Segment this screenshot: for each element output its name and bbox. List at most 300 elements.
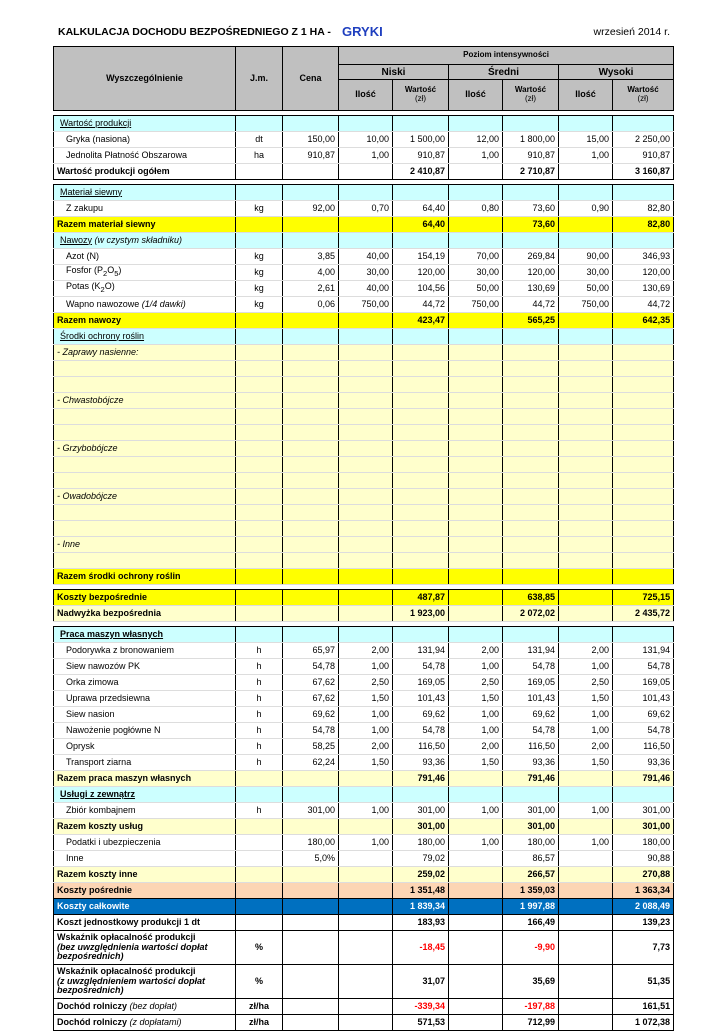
row-label (54, 345, 236, 361)
qty-low-cell (339, 313, 393, 329)
qty-mid-cell (449, 473, 503, 489)
row-label (54, 377, 236, 393)
row-label-part: Razem praca maszyn własnych (57, 772, 192, 783)
value-low-cell (393, 643, 449, 659)
row-label (54, 521, 236, 537)
value-mid-cell (503, 707, 559, 723)
value-mid-cell (503, 313, 559, 329)
row-label-part: Razem koszty usług (57, 820, 144, 831)
col-header-qty-high: Ilość (559, 80, 613, 111)
value-high-cell-text: 1 363,34 (635, 884, 671, 895)
qty-low-cell (339, 537, 393, 553)
unit-cell-text: kg (254, 298, 264, 309)
price-cell (283, 553, 339, 569)
unit-cell (236, 473, 283, 489)
unit-cell (236, 148, 283, 164)
value-low-cell (393, 425, 449, 441)
price-cell (283, 999, 339, 1015)
value-low-cell-text: -339,34 (414, 1000, 445, 1011)
row-label (54, 787, 236, 803)
value-high-cell (613, 185, 674, 201)
col-header-low: Niski (339, 65, 449, 80)
price-cell (283, 409, 339, 425)
table-row (54, 393, 674, 409)
value-mid-cell (503, 233, 559, 249)
value-mid-cell (503, 569, 559, 585)
col-header-qty-mid: Ilość (449, 80, 503, 111)
qty-mid-cell-text: 1,00 (481, 836, 499, 847)
col-header-high: Wysoki (559, 65, 674, 80)
unit-cell (236, 965, 283, 999)
row-label (54, 217, 236, 233)
value-low-cell (393, 590, 449, 606)
row-label (54, 999, 236, 1015)
qty-low-cell (339, 393, 393, 409)
unit-cell (236, 787, 283, 803)
qty-mid-cell (449, 803, 503, 819)
qty-high-cell (559, 553, 613, 569)
qty-mid-cell (449, 377, 503, 393)
value-mid-cell (503, 819, 559, 835)
row-label-part: Wskaźnik opłacalność produkcji (57, 965, 196, 976)
row-label (54, 132, 236, 148)
qty-low-cell (339, 723, 393, 739)
qty-high-cell (559, 835, 613, 851)
value-mid-cell-text: 1 800,00 (519, 133, 555, 144)
price-cell-text: 180,00 (307, 836, 335, 847)
value-low-cell (393, 457, 449, 473)
value-high-cell (613, 409, 674, 425)
qty-mid-cell (449, 489, 503, 505)
value-high-cell (613, 643, 674, 659)
value-mid-cell-text: 2 710,87 (519, 165, 555, 176)
value-high-cell (613, 569, 674, 585)
qty-high-cell (559, 148, 613, 164)
value-high-cell-text: 120,00 (642, 266, 671, 277)
qty-low-cell (339, 329, 393, 345)
qty-high-cell (559, 819, 613, 835)
value-mid-cell-text: 86,57 (532, 852, 555, 863)
qty-high-cell (559, 409, 613, 425)
price-cell (283, 819, 339, 835)
table-row (54, 787, 674, 803)
unit-cell (236, 659, 283, 675)
qty-low-cell-text: 1,00 (371, 836, 389, 847)
qty-low-cell (339, 851, 393, 867)
value-high-cell (613, 164, 674, 180)
qty-low-cell (339, 659, 393, 675)
row-label (54, 569, 236, 585)
qty-high-cell (559, 787, 613, 803)
row-label-part: Podatki i ubezpieczenia (66, 836, 161, 847)
value-high-cell (613, 297, 674, 313)
value-low-cell (393, 691, 449, 707)
qty-mid-cell (449, 329, 503, 345)
price-cell (283, 233, 339, 249)
value-low-cell (393, 377, 449, 393)
price-cell (283, 659, 339, 675)
qty-high-cell-text: 1,00 (591, 724, 609, 735)
qty-high-cell (559, 489, 613, 505)
qty-low-cell (339, 787, 393, 803)
row-label (54, 329, 236, 345)
value-mid-cell-text: 266,57 (527, 868, 555, 879)
unit-cell-text: h (256, 804, 262, 815)
qty-mid-cell (449, 425, 503, 441)
value-high-cell (613, 148, 674, 164)
qty-low-cell (339, 233, 393, 249)
qty-high-cell (559, 116, 613, 132)
row-label (54, 819, 236, 835)
table-row (54, 659, 674, 675)
value-high-cell (613, 116, 674, 132)
qty-high-cell (559, 899, 613, 915)
qty-low-cell (339, 691, 393, 707)
value-high-cell-text: 301,00 (642, 820, 671, 831)
table-row (54, 345, 674, 361)
qty-mid-cell (449, 787, 503, 803)
value-mid-cell (503, 659, 559, 675)
value-mid-cell (503, 201, 559, 217)
qty-low-cell (339, 297, 393, 313)
value-low-cell (393, 345, 449, 361)
value-high-cell (613, 851, 674, 867)
value-mid-cell (503, 965, 559, 999)
value-low-cell (393, 505, 449, 521)
row-label (54, 643, 236, 659)
col-header-price: Cena (283, 47, 339, 111)
qty-mid-cell-text: 1,00 (481, 724, 499, 735)
row-label (54, 409, 236, 425)
qty-high-cell-text: 1,50 (591, 692, 609, 703)
unit-cell-text: zł/ha (248, 1000, 269, 1011)
value-mid-cell (503, 787, 559, 803)
value-mid-cell (503, 867, 559, 883)
value-mid-cell-text: 101,43 (527, 692, 555, 703)
table-row (54, 505, 674, 521)
qty-low-cell (339, 473, 393, 489)
qty-high-cell (559, 521, 613, 537)
unit-cell (236, 441, 283, 457)
qty-low-cell (339, 201, 393, 217)
qty-low-cell (339, 164, 393, 180)
qty-high-cell (559, 867, 613, 883)
row-label-part: (bez uwzględnienia wartości dopłat bezpośrednich) (57, 941, 208, 962)
value-high-cell (613, 537, 674, 553)
value-low-cell (393, 883, 449, 899)
value-mid-cell (503, 217, 559, 233)
qty-mid-cell (449, 393, 503, 409)
qty-low-cell (339, 867, 393, 883)
value-low-cell (393, 965, 449, 999)
price-cell (283, 867, 339, 883)
qty-low-cell-text: 1,00 (371, 804, 389, 815)
value-low-cell (393, 606, 449, 622)
table-row (54, 739, 674, 755)
price-cell-text: 58,25 (312, 740, 335, 751)
value-mid-cell-text: 44,72 (532, 298, 555, 309)
qty-high-cell (559, 537, 613, 553)
price-cell (283, 771, 339, 787)
qty-low-cell (339, 489, 393, 505)
value-high-cell-text: 51,35 (647, 975, 671, 986)
value-low-cell-text: 1 923,00 (409, 607, 445, 618)
value-low-cell (393, 393, 449, 409)
unit-cell-text: h (256, 724, 262, 735)
row-label (54, 457, 236, 473)
row-label-part: Koszty pośrednie (57, 884, 133, 895)
unit-cell (236, 164, 283, 180)
price-cell (283, 739, 339, 755)
price-cell (283, 345, 339, 361)
qty-high-cell (559, 627, 613, 643)
value-low-cell (393, 787, 449, 803)
row-label-part: Fosfor (P (66, 265, 104, 276)
qty-high-cell (559, 361, 613, 377)
price-cell (283, 377, 339, 393)
qty-low-cell-text: 1,00 (371, 724, 389, 735)
row-label-part: ) (118, 265, 122, 276)
price-cell (283, 217, 339, 233)
qty-mid-cell (449, 313, 503, 329)
table-row (54, 803, 674, 819)
qty-low-cell-text: 30,00 (366, 266, 389, 277)
row-label-part: Razem środki ochrony roślin (57, 570, 181, 581)
qty-mid-cell (449, 345, 503, 361)
value-high-cell-text: 131,94 (642, 644, 671, 655)
value-mid-cell-text: 712,99 (527, 1016, 555, 1027)
qty-low-cell (339, 148, 393, 164)
value-high-cell (613, 606, 674, 622)
qty-high-cell (559, 931, 613, 965)
value-high-cell-text: 54,78 (647, 724, 671, 735)
qty-low-cell (339, 819, 393, 835)
value-mid-cell (503, 361, 559, 377)
value-mid-cell (503, 148, 559, 164)
qty-mid-cell-text: 1,50 (481, 756, 499, 767)
price-cell (283, 489, 339, 505)
unit-cell (236, 185, 283, 201)
qty-mid-cell (449, 1015, 503, 1031)
row-label (54, 915, 236, 931)
qty-mid-cell-text: 30,00 (476, 266, 499, 277)
value-high-cell (613, 329, 674, 345)
row-label (54, 489, 236, 505)
value-high-cell-text: 2 250,00 (635, 133, 671, 144)
row-label-part: Koszt jednostkowy produkcji 1 dt (57, 916, 201, 927)
value-high-cell-text: 2 435,72 (635, 607, 671, 618)
qty-mid-cell (449, 281, 503, 297)
value-low-cell-text: 79,02 (422, 852, 445, 863)
price-cell (283, 691, 339, 707)
value-low-cell (393, 164, 449, 180)
value-high-cell (613, 521, 674, 537)
value-mid-cell (503, 505, 559, 521)
qty-high-cell (559, 281, 613, 297)
qty-low-cell (339, 249, 393, 265)
value-high-cell (613, 553, 674, 569)
unit-cell (236, 606, 283, 622)
qty-high-cell (559, 132, 613, 148)
unit-cell (236, 915, 283, 931)
value-mid-cell (503, 265, 559, 281)
table-row (54, 132, 674, 148)
qty-mid-cell (449, 441, 503, 457)
price-cell (283, 627, 339, 643)
value-low-cell (393, 489, 449, 505)
value-high-cell (613, 999, 674, 1015)
value-high-cell (613, 755, 674, 771)
price-cell (283, 249, 339, 265)
row-label-part: Azot (N) (66, 250, 100, 261)
unit-cell (236, 755, 283, 771)
table-row (54, 361, 674, 377)
qty-low-cell-text: 2,00 (371, 644, 389, 655)
value-mid-cell-text: 54,78 (532, 724, 555, 735)
unit-cell-text: h (256, 644, 262, 655)
value-low-cell-text: 169,05 (417, 676, 445, 687)
row-label-part: Zbiór kombajnem (66, 804, 136, 815)
table-row (54, 851, 674, 867)
unit-cell (236, 675, 283, 691)
price-cell-text: 67,62 (312, 676, 335, 687)
qty-mid-cell-text: 1,00 (481, 708, 499, 719)
qty-mid-cell (449, 965, 503, 999)
value-low-cell (393, 835, 449, 851)
unit-cell (236, 521, 283, 537)
qty-low-cell (339, 590, 393, 606)
row-label-part: Koszty bezpośrednie (57, 591, 148, 602)
unit-cell (236, 329, 283, 345)
value-high-cell (613, 281, 674, 297)
unit-cell (236, 707, 283, 723)
price-cell (283, 569, 339, 585)
row-label (54, 185, 236, 201)
qty-high-cell (559, 265, 613, 281)
value-mid-cell-text: 69,62 (532, 708, 555, 719)
value-high-cell (613, 915, 674, 931)
unit-cell (236, 883, 283, 899)
row-label-part: Nawozy (60, 234, 93, 245)
qty-low-cell (339, 915, 393, 931)
crop-name: GRYKI (342, 24, 383, 39)
row-label-part: O) (104, 281, 115, 292)
table-row (54, 883, 674, 899)
value-high-cell-text: 642,35 (642, 314, 671, 325)
qty-mid-cell (449, 931, 503, 965)
value-mid-cell (503, 739, 559, 755)
value-low-cell (393, 569, 449, 585)
unit-cell (236, 217, 283, 233)
price-cell (283, 606, 339, 622)
value-mid-cell (503, 851, 559, 867)
value-low-cell (393, 281, 449, 297)
qty-low-cell-text: 40,00 (366, 282, 389, 293)
value-high-cell-text: 3 160,87 (635, 165, 671, 176)
value-high-cell-text: 7,73 (652, 941, 671, 952)
value-high-cell-text: 82,80 (647, 218, 671, 229)
qty-high-cell-text: 1,00 (591, 836, 609, 847)
table-row (54, 425, 674, 441)
qty-mid-cell (449, 233, 503, 249)
qty-high-cell (559, 217, 613, 233)
unit-cell (236, 201, 283, 217)
value-mid-cell (503, 489, 559, 505)
unit-cell (236, 867, 283, 883)
qty-low-cell-text: 750,00 (361, 298, 389, 309)
qty-low-cell (339, 739, 393, 755)
qty-mid-cell (449, 553, 503, 569)
value-high-cell (613, 393, 674, 409)
row-label-part: Razem koszty inne (57, 868, 138, 879)
value-high-cell (613, 590, 674, 606)
unit-cell (236, 803, 283, 819)
qty-mid-cell (449, 755, 503, 771)
qty-high-cell-text: 2,00 (591, 644, 609, 655)
price-cell (283, 393, 339, 409)
value-low-cell-text: 259,02 (417, 868, 445, 879)
row-label-part: (w czystym składniku) (94, 234, 183, 245)
row-label (54, 803, 236, 819)
value-low-cell (393, 409, 449, 425)
value-low-cell (393, 313, 449, 329)
value-mid-cell-text: 131,94 (527, 644, 555, 655)
value-low-cell (393, 771, 449, 787)
value-high-cell (613, 627, 674, 643)
unit-cell (236, 1015, 283, 1031)
table-row (54, 457, 674, 473)
table-row (54, 707, 674, 723)
value-mid-cell (503, 473, 559, 489)
value-low-cell-text: 31,07 (422, 975, 445, 986)
qty-low-cell-text: 10,00 (366, 133, 389, 144)
unit-cell (236, 249, 283, 265)
price-cell (283, 457, 339, 473)
qty-high-cell (559, 505, 613, 521)
table-row (54, 521, 674, 537)
unit-cell-text: zł/ha (248, 1016, 269, 1027)
value-high-cell-text: 725,15 (642, 591, 671, 602)
qty-mid-cell-text: 70,00 (476, 250, 499, 261)
value-high-cell-text: 910,87 (642, 149, 671, 160)
value-high-cell (613, 739, 674, 755)
row-label (54, 425, 236, 441)
row-label-part: Razem nawozy (57, 314, 122, 325)
value-high-cell (613, 201, 674, 217)
value-mid-cell (503, 393, 559, 409)
row-label-part: Razem materiał siewny (57, 218, 156, 229)
unit-cell (236, 297, 283, 313)
qty-low-cell (339, 755, 393, 771)
qty-high-cell (559, 313, 613, 329)
qty-low-cell (339, 345, 393, 361)
value-high-cell-text: 101,43 (642, 692, 671, 703)
qty-mid-cell-text: 2,00 (481, 644, 499, 655)
value-low-cell-text: 154,19 (417, 250, 445, 261)
qty-high-cell-text: 2,00 (591, 740, 609, 751)
row-label (54, 1015, 236, 1031)
table-row (54, 819, 674, 835)
unit-cell-text: dt (255, 133, 263, 144)
table-row (54, 297, 674, 313)
qty-low-cell (339, 606, 393, 622)
unit-cell (236, 345, 283, 361)
qty-mid-cell-text: 50,00 (476, 282, 499, 293)
price-cell (283, 164, 339, 180)
row-label (54, 164, 236, 180)
row-label (54, 755, 236, 771)
value-mid-cell (503, 675, 559, 691)
